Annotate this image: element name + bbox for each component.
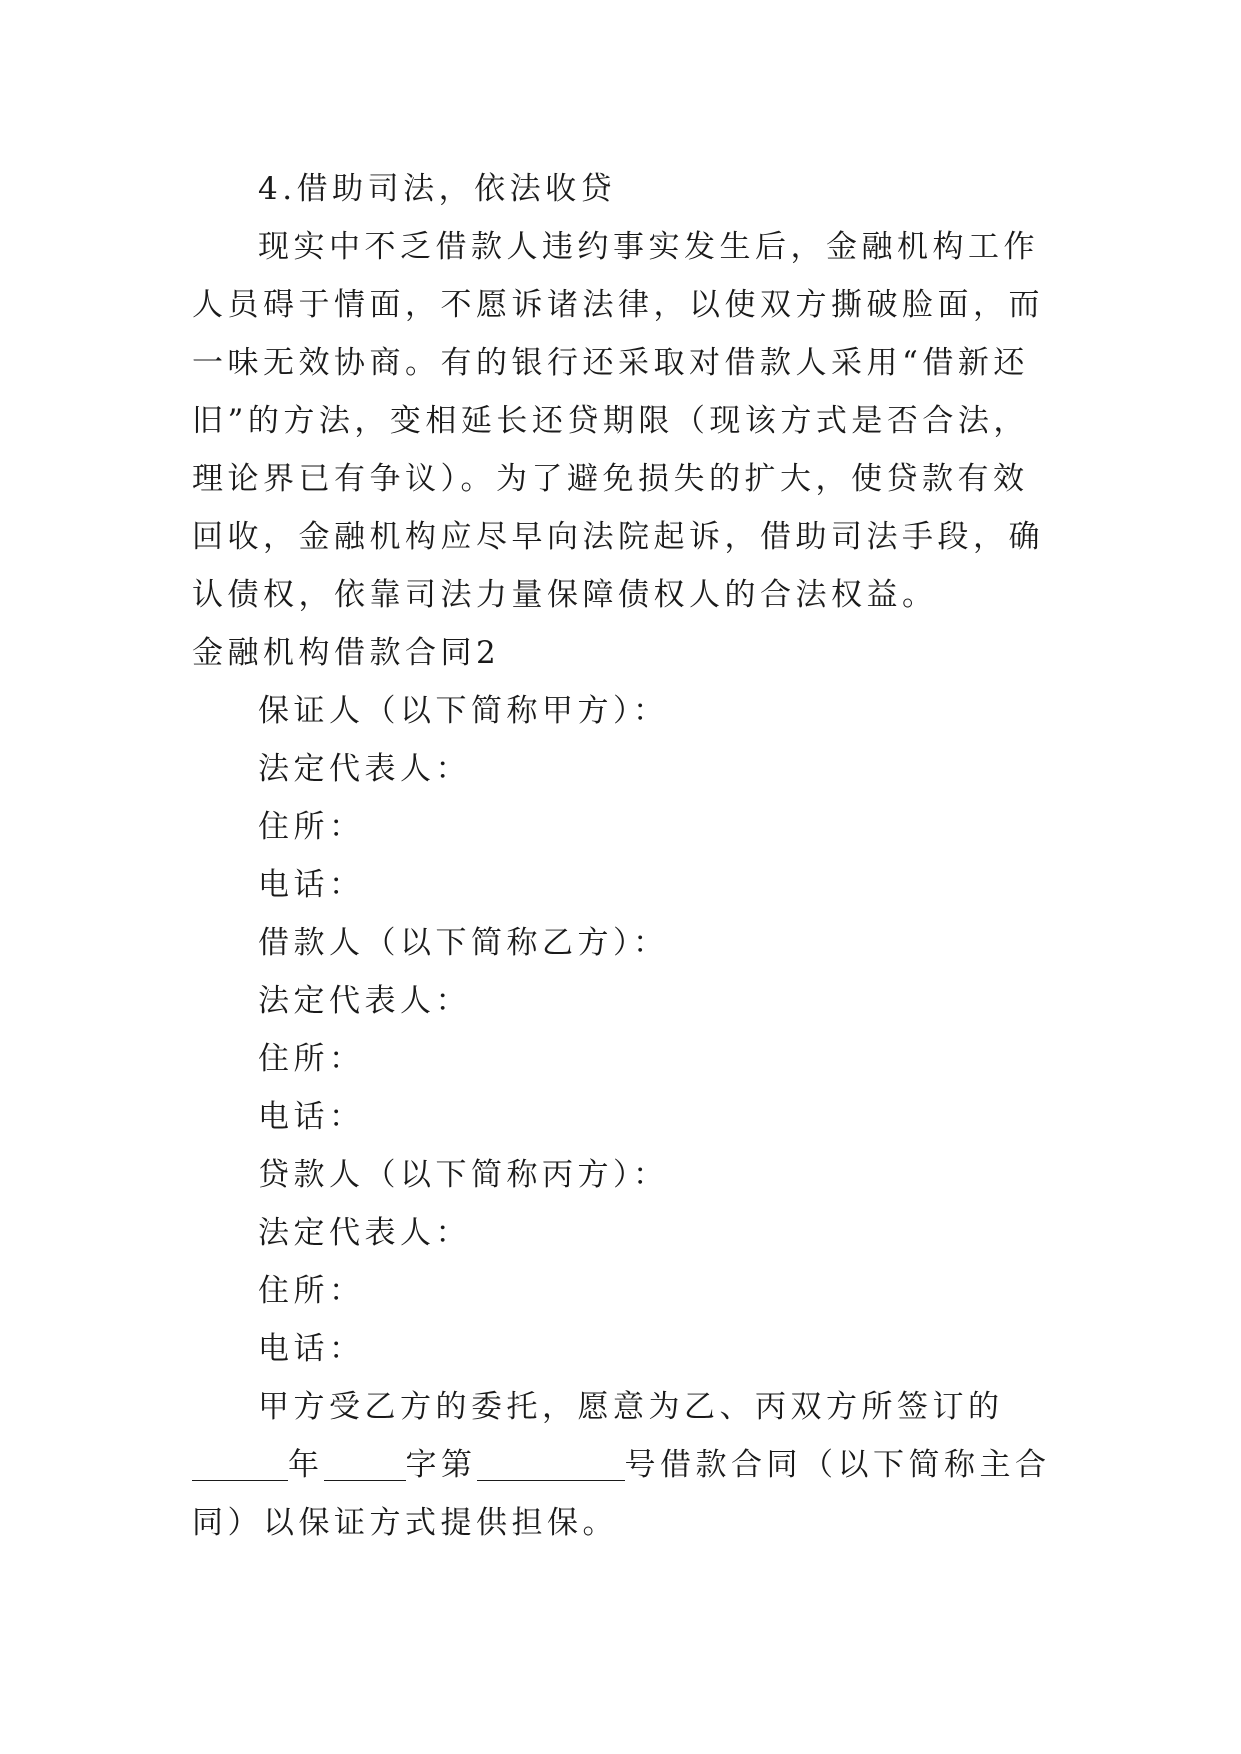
party-line-lender-phone: 电话：: [258, 1331, 365, 1367]
guarantee-clause: [192, 1378, 1060, 1552]
section-heading: 4.借助司法，依法收贷: [258, 171, 617, 207]
clause-text-4: 号借款合同（以下简称主合同）以保证方式提供担保。: [192, 1447, 1051, 1541]
blank-contract-year: [192, 1449, 288, 1481]
party-line-lender-address: 住所：: [258, 1273, 365, 1309]
document-body: [192, 160, 1060, 1552]
clause-text-3: 字第: [405, 1447, 477, 1483]
party-line-guarantor-address: 住所：: [258, 809, 365, 845]
clause-text-2: 年: [288, 1447, 324, 1483]
body-paragraph: 现实中不乏借款人违约事实发生后，金融机构工作人员碍于情面，不愿诉诸法律，以使双方撕破脸面，而一味无效协商。有的银行还采取对借款人采用“借新还旧”的方法，变相延长还贷期限（现该方式是否合法，理论界已有争议）。为了避免损失的扩大，使贷款有效回收，金融机构应尽早向法院起诉，借助司法手段，确认债权，依靠司法力量保障债权人的合法权益。: [192, 229, 1044, 613]
blank-contract-prefix: [324, 1449, 406, 1481]
contract-title: 金融机构借款合同2: [192, 635, 501, 671]
blank-contract-number: [477, 1449, 625, 1481]
party-line-borrower-representative: 法定代表人：: [258, 983, 471, 1019]
party-line-guarantor-representative: 法定代表人：: [258, 751, 471, 787]
party-line-borrower-phone: 电话：: [258, 1099, 365, 1135]
party-line-lender: 贷款人（以下简称丙方）：: [258, 1157, 669, 1193]
party-line-lender-representative: 法定代表人：: [258, 1215, 471, 1251]
party-line-guarantor-phone: 电话：: [258, 867, 365, 903]
clause-text-1: 甲方受乙方的委托，愿意为乙、丙双方所签订的: [258, 1389, 1004, 1425]
party-line-borrower: 借款人（以下简称乙方）：: [258, 925, 669, 961]
party-line-borrower-address: 住所：: [258, 1041, 365, 1077]
party-line-guarantor: 保证人（以下简称甲方）：: [258, 693, 669, 729]
